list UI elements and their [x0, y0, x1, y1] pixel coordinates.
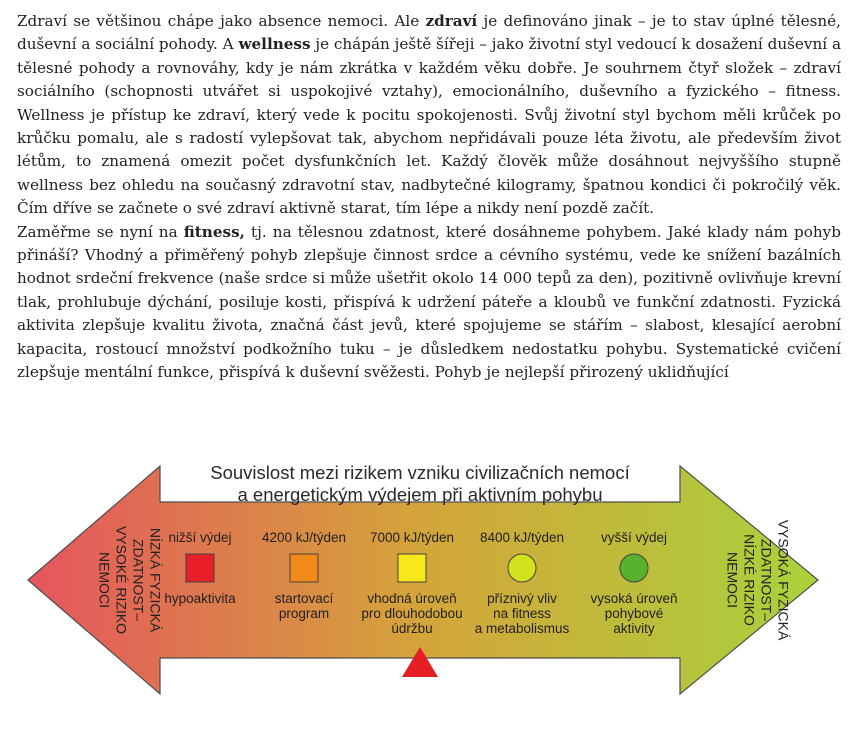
left-risk-label-line-1: NÍZKÁ FYZICKÁ [147, 527, 164, 633]
column-header-1: nižší výdej [168, 530, 232, 545]
p1-bold-zdravi: zdraví [425, 12, 478, 30]
diagram-title-line2: a energetickým výdejem při aktivním pohybu [237, 484, 603, 505]
right-risk-label-line-4: NEMOCI [724, 552, 741, 608]
diagram-title-line1: Souvislost mezi rizikem vzniku civilizačních nemocí [210, 462, 630, 483]
column-header-5: vyšší výdej [600, 530, 668, 545]
column-desc-5-line-2: pohybové [604, 606, 664, 621]
column-desc-4-line-3: a metabolismus [474, 621, 570, 636]
column-marker-circle-4 [508, 554, 536, 582]
column-header-3: 7000 kJ/týden [369, 530, 455, 545]
column-desc-2-line-2: program [278, 606, 330, 621]
right-risk-label-line-3: NÍZKÉ RIZIKO [741, 534, 758, 626]
p2-text-1: Zaměřme se nyní na [17, 222, 184, 241]
left-risk-label-line-3: VYSOKÉ RIZIKO [113, 525, 130, 635]
right-risk-label-line-1: VYSOKÁ FYZICKÁ [775, 519, 792, 641]
p1-bold-wellness: wellness [238, 35, 311, 54]
column-desc-5-line-3: aktivity [613, 621, 655, 636]
p2-bold-fitness: fitness, [183, 222, 245, 241]
column-desc-1-line-1: hypoaktivita [164, 591, 236, 606]
p2-text-2: tj. na tělesnou zdatnost, které dosáhneme pohybem. Jaké klady nám pohyb přináší? Vhodný a přiměřený pohyb zlepšuje činnost srdce a cévního systému, vede ke snížení bazálních hodnot srdeční frekvence (naše srdce si může ušetřit okolo 14 000 tepů za den), pozitivně ovlivňuje krevní tlak, prohlubuje dýchání, posiluje kosti, přispívá k udržení páteře a kloubů ve funkční zdatnosti. Fyzická aktivita zlepšuje kvalitu života, značná část jevů, které spojujeme se stářím – slabost, klesající aerobní kapacita, rostoucí množství podkožního tuku – je důsledkem nedostatku pohybu. Systematické cvičení zlepšuje mentální funkce, přispívá k duševní svěžesti. Pohyb je nejlepší přirozený uklidňující [17, 222, 841, 382]
column-desc-3-line-2: pro dlouhodobou [361, 606, 463, 621]
p1-text-3: je chápán ještě šířeji – jako životní styl vedoucí k dosažení duševní a tělesné pohody a rovnováhy, kdy je nám zkrátka v každém věku dobře. Je souhrnem čtyř složek – zdraví sociálního (schopnosti utvářet si uspokojivé vztahy), emocionálního, duševního a fyzického – fitness. Wellness je přístup ke zdraví, který vede k pocitu spokojenosti. Svůj životní styl bychom měli krůček po krůčku pomalu, ale s radostí vylepšovat tak, abychom nepřidávali pouze léta životu, ale především život létům, to znamená omezit počet dysfunkčních let. Každý člověk může dosáhnout nejvyššího stupně wellness bez ohledu na současný zdravotní stav, nadbytečné kilogramy, špatnou kondici či pokročilý věk. Čím dříve se začnete o své zdraví aktivně starat, tím lépe a nikdy není pozdě začít. [17, 35, 842, 218]
column-marker-circle-5 [620, 554, 648, 582]
left-risk-label-line-2: ZDATNOST– [130, 538, 147, 622]
p1-text-2: je definováno jinak – je to stav úplné tělesné, duševní a sociální pohody. A [17, 12, 841, 54]
right-risk-label-line-2: ZDATNOST– [758, 538, 775, 622]
column-desc-2-line-1: startovací [274, 591, 334, 606]
column-desc-5-line-1: vysoká úroveň [590, 591, 678, 606]
left-risk-label-line-4: NEMOCI [96, 552, 113, 608]
p1-text-1: Zdraví se většinou chápe jako absence nemoci. Ale [17, 12, 426, 30]
column-marker-square-2 [290, 554, 318, 582]
column-marker-square-3 [398, 554, 426, 582]
column-header-4: 8400 kJ/týden [479, 530, 565, 545]
column-marker-square-1 [186, 554, 214, 582]
column-desc-4-line-1: příznivý vliv [487, 591, 557, 606]
column-desc-3-line-1: vhodná úroveň [367, 591, 457, 606]
column-desc-3-line-3: údržbu [391, 621, 433, 636]
column-header-2: 4200 kJ/týden [261, 530, 347, 545]
column-desc-4-line-2: na fitness [493, 606, 551, 621]
